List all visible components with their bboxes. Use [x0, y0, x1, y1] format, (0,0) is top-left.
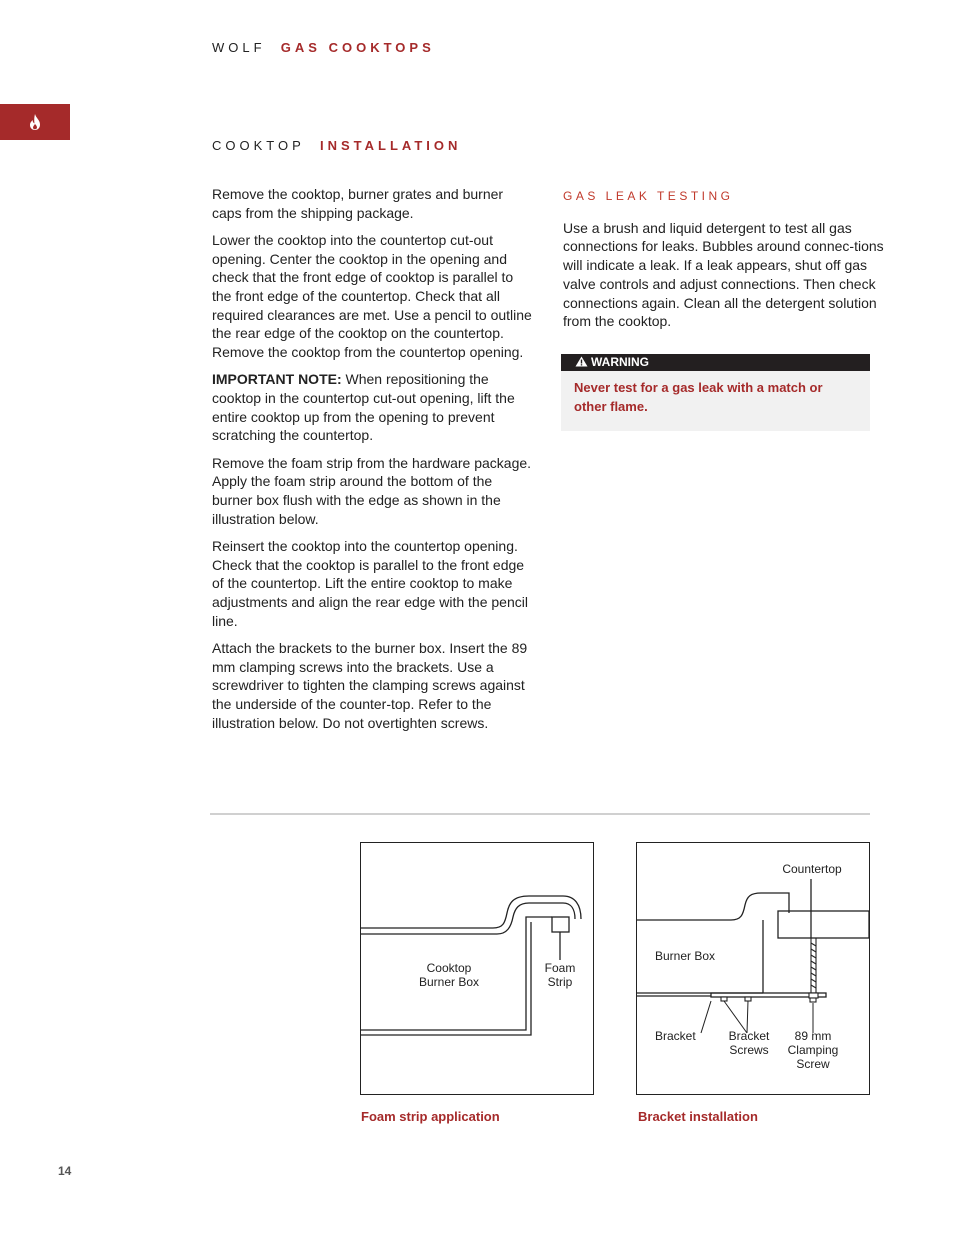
bracket-label-countertop: Countertop — [782, 862, 842, 876]
foam-label-cooktop-burner-box — [409, 961, 489, 989]
label-clamp-line3: Screw — [796, 1057, 830, 1071]
paragraph-brackets: Attach the brackets to the burner box. Insert the 89 mm clamping screws into the brackets. Use a screwdriver to tighten the clamping screws against the underside of the counter-top. Refer to the illustration below. Do not overtighten screws. — [212, 639, 528, 731]
bracket-label-bracket-screws — [721, 1029, 777, 1057]
gas-leak-column — [563, 187, 885, 331]
warning-box — [561, 354, 870, 431]
section-title-bold: INSTALLATION — [320, 138, 462, 153]
label-bracket-screws-line2: Screws — [729, 1043, 769, 1057]
bracket-figure-caption: Bracket installation — [638, 1109, 758, 1124]
bracket-label-clamping-screw — [781, 1029, 845, 1071]
paragraph-reinsert: Reinsert the cooktop into the countertop opening. Check that the cooktop is parallel to the front edge of the countertop. Lift the entire cooktop to make adjustments and align the rear edge with the pencil line. — [212, 537, 528, 629]
label-cooktop: Cooktop — [426, 961, 472, 975]
flame-icon — [28, 113, 42, 131]
paragraph-lower-cooktop: Lower the cooktop into the countertop cut-out opening. Center the cooktop in the opening and check that the front edge of cooktop is parallel to the front edge of the countertop. Check that all required clearances are met. Use a pencil to outline the rear edge of the cooktop on the countertop. Remove the cooktop from the countertop opening. — [212, 231, 532, 361]
important-note — [212, 370, 534, 445]
warning-bar — [561, 354, 870, 371]
label-bracket-screws-line1: Bracket — [728, 1029, 770, 1043]
divider — [210, 813, 870, 815]
paragraph-foam-strip: Remove the foam strip from the hardware package. Apply the foam strip around the bottom of the burner box flush with the edge as shown in the illustration below. — [212, 454, 532, 527]
bracket-figure — [636, 842, 870, 1095]
product-name: GAS COOKTOPS — [280, 40, 435, 55]
section-title — [212, 138, 461, 153]
foam-figure-caption: Foam strip application — [361, 1109, 500, 1124]
foam-strip-figure — [360, 842, 594, 1095]
label-clamp-line2: Clamping — [787, 1043, 839, 1057]
page-header — [212, 40, 435, 55]
instructions-column — [212, 185, 534, 741]
section-tab — [0, 104, 70, 140]
important-note-label: IMPORTANT NOTE: — [212, 371, 342, 388]
warning-title: WARNING — [591, 355, 649, 369]
page-number: 14 — [58, 1164, 72, 1178]
paragraph-remove-cooktop: Remove the cooktop, burner grates and burner caps from the shipping package. — [212, 186, 504, 221]
label-burner-box: Burner Box — [418, 975, 480, 989]
important-note-text: When repositioning the cooktop in the countertop cut-out opening, lift the entire cooktop up from the opening to prevent scratching the countertop. — [212, 371, 515, 444]
label-clamp-line1: 89 mm — [794, 1029, 832, 1043]
warning-triangle-icon — [575, 356, 588, 367]
brand-name: WOLF — [212, 40, 266, 55]
foam-label-foam-strip — [537, 961, 583, 989]
label-strip: Strip — [547, 975, 573, 989]
bracket-label-burner-box: Burner Box — [655, 949, 716, 963]
gas-leak-subhead: GAS LEAK TESTING — [563, 189, 734, 203]
label-foam: Foam — [544, 961, 576, 975]
gas-leak-body: Use a brush and liquid detergent to test all gas connections for leaks. Bubbles around connec-tions will indicate a leak. If a leak appears, shut off gas valve controls and adjust connections. Then check connections again. Clean all the detergent solution from the cooktop. — [563, 219, 884, 330]
warning-text: Never test for a gas leak with a match or other flame. — [574, 380, 823, 414]
bracket-label-bracket: Bracket — [655, 1029, 696, 1043]
section-title-light: COOKTOP — [212, 138, 305, 153]
